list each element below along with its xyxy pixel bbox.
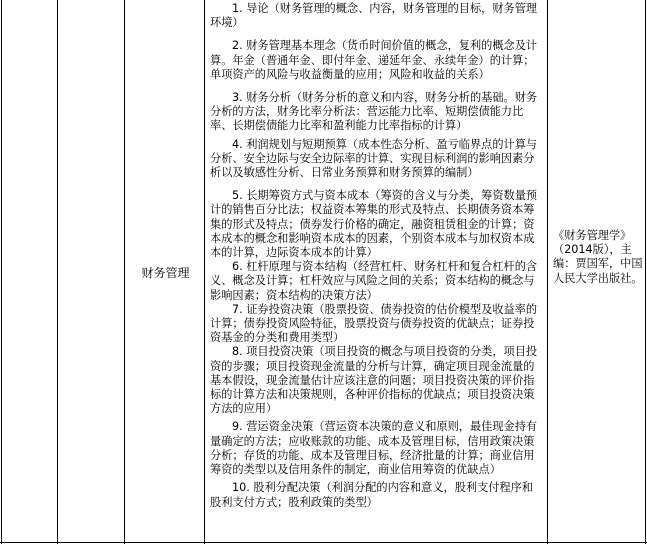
table-border-left	[1, 0, 2, 544]
content-item-5: 5. 长期筹资方式与资本成本（筹资的含义与分类，筹资数量预计的销售百分比法；权益资本筹集的形式及特点、长期债务资本筹集的形式及特点；债券发行价格的确定，融资租赁租金的计算；资本成本的概念和影响资本成本的因素，个别资本成本与加权资本成本的计算，边际资本成本的计算）	[210, 189, 538, 260]
reference-cell: 《财务管理学》（2014版），主编：贾国军，中国人民大学出版社。	[553, 229, 643, 285]
content-item-9: 9. 营运资金决策（营运资本决策的意义和原则，最佳现金持有量确定的方法；应收账款的功能、成本及管理目标，信用政策决策分析；存货的功能、成本及管理目标，经济批量的计算；商业信用筹资的类型以及信用条件的制定，商业信用筹资的优缺点）	[210, 420, 538, 477]
subject-cell: 财务管理	[141, 265, 190, 280]
content-item-3: 3. 财务分析（财务分析的意义和内容，财务分析的基础。财务分析的方法，财务比率分析法：营运能力比率、短期偿债能力比率、长期偿债能力比率和盈利能力比率指标的计算）	[210, 91, 538, 133]
table-col-divider-1	[57, 0, 58, 544]
content-item-10: 10. 股利分配决策（利润分配的内容和意义，股利支付程序和股利支付方式；股利政策的类型）	[210, 481, 534, 509]
table-border-bottom	[0, 542, 647, 543]
table-col-divider-3	[204, 0, 205, 544]
content-item-4: 4. 利润规划与短期预算（成本性态分析、盈亏临界点的计算与分析、安全边际与安全边际率的计算、实现目标利润的影响因素分析以及敏感性分析、日常业务预算和财务预算的编制）	[210, 137, 538, 180]
content-cell	[207, 0, 545, 510]
content-item-6: 6. 杠杆原理与资本结构（经营杠杆、财务杠杆和复合杠杆的含义、概念及计算；杠杆效应与风险之间的关系；资本结构的概念与影响因素；资本结构的决策方法）	[210, 260, 538, 302]
table-border-right	[645, 0, 646, 544]
content-item-7: 7. 证券投资决策（股票投资、债券投资的估价模型及收益率的计算；债券投资风险特征，股票投资与债券投资的优缺点；证券投资基金的分类和费用类型）	[210, 302, 538, 345]
table-col-divider-2	[124, 0, 125, 544]
table-col-divider-4	[547, 0, 548, 544]
content-item-8: 8. 项目投资决策（项目投资的概念与项目投资的分类，项目投资的步骤；项目投资现金流量的分析与计算，确定项目现金流量的基本假设，现金流量估计应该注意的问题；项目投资决策的评价指标的计算方法和决策规则，各种评价指标的优缺点；项目投资决策方法的应用）	[210, 345, 538, 416]
content-item-2: 2. 财务管理基本理念（货币时间价值的概念，复利的概念及计算。年金（普通年金、即付年金、递延年金、永续年金）的计算；单项资产的风险与收益衡量的应用；风险和收益的关系）	[210, 39, 538, 81]
content-item-1: 1. 导论（财务管理的概念、内容，财务管理的目标，财务管理环境）	[210, 2, 538, 30]
